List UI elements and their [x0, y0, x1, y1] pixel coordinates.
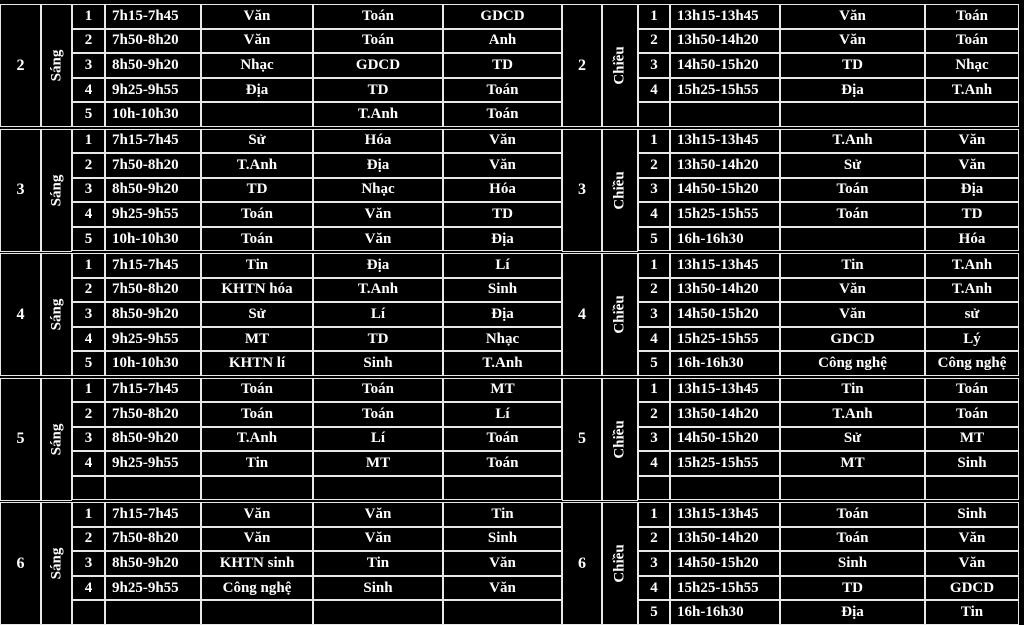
period-number: 2	[638, 527, 670, 552]
time-slot: 13h50-14h20	[670, 153, 780, 178]
subject-cell: TD	[313, 78, 443, 103]
time-slot: 7h50-8h20	[105, 278, 201, 303]
time-slot: 15h25-15h55	[670, 202, 780, 227]
period-number: 1	[72, 378, 105, 403]
subject-cell: Toán	[201, 227, 313, 252]
time-slot: 10h-10h30	[105, 227, 201, 252]
subject-cell: Toán	[780, 527, 925, 552]
period-number: 1	[638, 129, 670, 154]
period-number: 1	[638, 378, 670, 403]
time-slot: 9h25-9h55	[105, 451, 201, 476]
subject-cell: TD	[443, 202, 562, 227]
subject-cell: Hóa	[443, 178, 562, 203]
subject-cell: Lí	[313, 427, 443, 452]
subject-cell: Sử	[780, 427, 925, 452]
time-slot: 16h-16h30	[670, 600, 780, 625]
subject-cell: Tin	[201, 253, 313, 278]
subject-cell: MT	[780, 451, 925, 476]
subject-cell: Văn	[443, 153, 562, 178]
time-slot: 7h50-8h20	[105, 527, 201, 552]
day-number-afternoon: 2	[562, 4, 602, 127]
subject-cell: Tin	[443, 502, 562, 527]
subject-cell	[780, 102, 925, 127]
time-slot: 13h15-13h45	[670, 253, 780, 278]
period-number: 4	[72, 78, 105, 103]
day-number-afternoon: 5	[562, 378, 602, 501]
subject-cell: Sinh	[313, 351, 443, 376]
subject-cell: GDCD	[443, 4, 562, 29]
subject-cell	[443, 600, 562, 625]
time-slot: 8h50-9h20	[105, 427, 201, 452]
subject-cell: Văn	[313, 527, 443, 552]
period-number: 2	[638, 29, 670, 54]
subject-cell: Địa	[443, 227, 562, 252]
time-slot: 14h50-15h20	[670, 178, 780, 203]
time-slot: 7h15-7h45	[105, 253, 201, 278]
time-slot: 8h50-9h20	[105, 302, 201, 327]
subject-cell: Toán	[925, 4, 1019, 29]
period-number: 4	[638, 202, 670, 227]
time-slot: 15h25-15h55	[670, 327, 780, 352]
subject-cell: Toán	[313, 378, 443, 403]
period-number: 3	[638, 551, 670, 576]
period-number: 5	[638, 351, 670, 376]
session-morning-text: Sáng	[48, 423, 64, 455]
subject-cell: Hóa	[925, 227, 1019, 252]
period-number: 1	[72, 253, 105, 278]
session-morning-text: Sáng	[48, 547, 64, 580]
subject-cell: Văn	[313, 227, 443, 252]
time-slot: 13h50-14h20	[670, 278, 780, 303]
subject-cell	[925, 102, 1019, 127]
subject-cell: Toán	[201, 402, 313, 427]
time-slot: 7h15-7h45	[105, 378, 201, 403]
subject-cell: MT	[201, 327, 313, 352]
subject-cell: Toán	[443, 102, 562, 127]
time-slot: 9h25-9h55	[105, 202, 201, 227]
period-number	[72, 600, 105, 625]
session-morning	[41, 502, 72, 625]
subject-cell: Văn	[780, 29, 925, 54]
subject-cell: Địa	[780, 78, 925, 103]
subject-cell: Toán	[443, 427, 562, 452]
period-number: 1	[72, 502, 105, 527]
subject-cell: Toán	[313, 402, 443, 427]
period-number: 3	[72, 178, 105, 203]
time-slot: 14h50-15h20	[670, 53, 780, 78]
period-number: 4	[638, 576, 670, 601]
subject-cell: Văn	[201, 527, 313, 552]
subject-cell	[201, 600, 313, 625]
period-number: 5	[638, 600, 670, 625]
period-number: 3	[72, 551, 105, 576]
subject-cell: Sinh	[780, 551, 925, 576]
subject-cell: sử	[925, 302, 1019, 327]
subject-cell: T.Anh	[313, 278, 443, 303]
time-slot: 8h50-9h20	[105, 178, 201, 203]
period-number: 5	[72, 351, 105, 376]
period-number: 2	[72, 527, 105, 552]
session-morning-text: Sáng	[48, 298, 64, 331]
time-slot: 13h15-13h45	[670, 4, 780, 29]
subject-cell: Hóa	[313, 129, 443, 154]
period-number: 4	[72, 327, 105, 352]
subject-cell: Văn	[925, 153, 1019, 178]
session-morning	[41, 4, 72, 127]
subject-cell: Toán	[313, 29, 443, 54]
subject-cell: Toán	[780, 178, 925, 203]
time-slot: 9h25-9h55	[105, 78, 201, 103]
subject-cell: Toán	[925, 402, 1019, 427]
period-number: 3	[72, 53, 105, 78]
subject-cell: Văn	[313, 202, 443, 227]
time-slot: 13h15-13h45	[670, 129, 780, 154]
period-number: 1	[638, 502, 670, 527]
subject-cell: Toán	[443, 78, 562, 103]
period-number: 2	[72, 29, 105, 54]
subject-cell: Văn	[201, 29, 313, 54]
subject-cell: Lý	[925, 327, 1019, 352]
subject-cell	[925, 476, 1019, 501]
time-slot: 13h15-13h45	[670, 502, 780, 527]
subject-cell: Sinh	[443, 527, 562, 552]
period-number: 4	[72, 202, 105, 227]
subject-cell: KHTN sinh	[201, 551, 313, 576]
subject-cell: Địa	[201, 78, 313, 103]
subject-cell: KHTN hóa	[201, 278, 313, 303]
subject-cell: T.Anh	[201, 427, 313, 452]
day-number: 5	[0, 378, 41, 501]
subject-cell: Tin	[925, 600, 1019, 625]
period-number: 4	[638, 327, 670, 352]
subject-cell: GDCD	[925, 576, 1019, 601]
period-number: 5	[638, 227, 670, 252]
subject-cell	[780, 227, 925, 252]
session-afternoon-text: Chiều	[611, 46, 628, 85]
period-number: 3	[638, 302, 670, 327]
time-slot: 14h50-15h20	[670, 427, 780, 452]
subject-cell: Công nghệ	[925, 351, 1019, 376]
subject-cell: Văn	[201, 4, 313, 29]
subject-cell: Nhạc	[201, 53, 313, 78]
subject-cell: Văn	[780, 4, 925, 29]
session-morning	[41, 253, 72, 376]
time-slot	[670, 476, 780, 501]
subject-cell: T.Anh	[925, 253, 1019, 278]
subject-cell: Sử	[780, 153, 925, 178]
subject-cell: Anh	[443, 29, 562, 54]
time-slot: 16h-16h30	[670, 351, 780, 376]
subject-cell	[201, 102, 313, 127]
subject-cell	[201, 476, 313, 501]
subject-cell: T.Anh	[780, 129, 925, 154]
time-slot: 7h50-8h20	[105, 402, 201, 427]
day-number: 6	[0, 502, 41, 625]
subject-cell: Nhạc	[443, 327, 562, 352]
time-slot: 15h25-15h55	[670, 451, 780, 476]
session-afternoon	[602, 4, 638, 127]
subject-cell: Văn	[443, 129, 562, 154]
subject-cell: T.Anh	[443, 351, 562, 376]
subject-cell: Công nghệ	[780, 351, 925, 376]
subject-cell: Lí	[313, 302, 443, 327]
subject-cell: MT	[313, 451, 443, 476]
subject-cell: Toán	[925, 378, 1019, 403]
subject-cell: GDCD	[780, 327, 925, 352]
time-slot: 13h50-14h20	[670, 402, 780, 427]
subject-cell: Tin	[201, 451, 313, 476]
time-slot: 8h50-9h20	[105, 53, 201, 78]
time-slot: 7h15-7h45	[105, 129, 201, 154]
subject-cell: TD	[780, 53, 925, 78]
period-number: 1	[72, 4, 105, 29]
period-number: 5	[72, 227, 105, 252]
time-slot: 10h-10h30	[105, 351, 201, 376]
subject-cell: Lí	[443, 402, 562, 427]
time-slot: 13h50-14h20	[670, 527, 780, 552]
subject-cell: Toán	[313, 4, 443, 29]
time-slot: 7h15-7h45	[105, 4, 201, 29]
period-number: 3	[638, 53, 670, 78]
subject-cell: Văn	[925, 527, 1019, 552]
session-morning-text: Sáng	[48, 49, 64, 82]
session-afternoon	[602, 502, 638, 625]
subject-cell: Địa	[443, 302, 562, 327]
subject-cell: Sử	[201, 302, 313, 327]
subject-cell: Lí	[443, 253, 562, 278]
subject-cell	[780, 476, 925, 501]
time-slot	[670, 102, 780, 127]
subject-cell: Nhạc	[925, 53, 1019, 78]
subject-cell: Văn	[201, 502, 313, 527]
time-slot: 7h50-8h20	[105, 29, 201, 54]
period-number: 2	[638, 402, 670, 427]
time-slot: 15h25-15h55	[670, 576, 780, 601]
subject-cell: Tin	[780, 378, 925, 403]
time-slot: 16h-16h30	[670, 227, 780, 252]
subject-cell: Văn	[925, 551, 1019, 576]
subject-cell: Văn	[780, 278, 925, 303]
subject-cell: TD	[443, 53, 562, 78]
subject-cell: TD	[201, 178, 313, 203]
period-number: 1	[72, 129, 105, 154]
subject-cell: Địa	[780, 600, 925, 625]
subject-cell: TD	[780, 576, 925, 601]
subject-cell: Văn	[780, 302, 925, 327]
subject-cell: Toán	[201, 378, 313, 403]
time-slot: 9h25-9h55	[105, 576, 201, 601]
session-morning-text: Sáng	[48, 174, 64, 206]
time-slot: 9h25-9h55	[105, 327, 201, 352]
subject-cell: Sử	[201, 129, 313, 154]
subject-cell: T.Anh	[925, 278, 1019, 303]
subject-cell: KHTN lí	[201, 351, 313, 376]
subject-cell: T.Anh	[201, 153, 313, 178]
session-afternoon	[602, 378, 638, 501]
time-slot: 10h-10h30	[105, 102, 201, 127]
subject-cell: Toán	[780, 502, 925, 527]
session-afternoon	[602, 129, 638, 252]
time-slot: 8h50-9h20	[105, 551, 201, 576]
period-number: 1	[638, 4, 670, 29]
period-number: 2	[72, 278, 105, 303]
period-number: 4	[72, 451, 105, 476]
period-number: 4	[72, 576, 105, 601]
period-number: 5	[72, 102, 105, 127]
day-number-afternoon: 3	[562, 129, 602, 252]
day-number: 2	[0, 4, 41, 127]
subject-cell: MT	[925, 427, 1019, 452]
period-number: 3	[638, 178, 670, 203]
period-number: 4	[638, 78, 670, 103]
session-afternoon-text: Chiều	[611, 295, 628, 334]
time-slot: 14h50-15h20	[670, 551, 780, 576]
period-number: 3	[72, 427, 105, 452]
time-slot	[105, 476, 201, 501]
subject-cell: Văn	[443, 551, 562, 576]
subject-cell: T.Anh	[925, 78, 1019, 103]
period-number: 3	[638, 427, 670, 452]
subject-cell: Tin	[780, 253, 925, 278]
subject-cell: Địa	[313, 253, 443, 278]
subject-cell: Văn	[925, 129, 1019, 154]
subject-cell	[443, 476, 562, 501]
session-morning	[41, 378, 72, 501]
time-slot	[105, 600, 201, 625]
day-number: 4	[0, 253, 41, 376]
session-afternoon-text: Chiều	[611, 544, 628, 583]
day-number-afternoon: 6	[562, 502, 602, 625]
day-number-afternoon: 4	[562, 253, 602, 376]
subject-cell: Nhạc	[313, 178, 443, 203]
time-slot: 7h50-8h20	[105, 153, 201, 178]
period-number: 2	[72, 153, 105, 178]
subject-cell: Sinh	[925, 502, 1019, 527]
time-slot: 7h15-7h45	[105, 502, 201, 527]
time-slot: 14h50-15h20	[670, 302, 780, 327]
subject-cell: Toán	[201, 202, 313, 227]
period-number	[72, 476, 105, 501]
session-afternoon-text: Chiều	[611, 170, 628, 210]
subject-cell: Văn	[443, 576, 562, 601]
period-number: 4	[638, 451, 670, 476]
subject-cell	[313, 476, 443, 501]
subject-cell: TD	[925, 202, 1019, 227]
subject-cell: MT	[443, 378, 562, 403]
session-afternoon-text: Chiều	[611, 419, 628, 459]
subject-cell: Văn	[313, 502, 443, 527]
time-slot: 15h25-15h55	[670, 78, 780, 103]
subject-cell: Sinh	[925, 451, 1019, 476]
subject-cell: Toán	[780, 202, 925, 227]
period-number	[638, 476, 670, 501]
subject-cell: T.Anh	[313, 102, 443, 127]
subject-cell: Sinh	[313, 576, 443, 601]
period-number: 2	[638, 153, 670, 178]
subject-cell: GDCD	[313, 53, 443, 78]
period-number: 2	[72, 402, 105, 427]
subject-cell: Địa	[925, 178, 1019, 203]
period-number	[638, 102, 670, 127]
time-slot: 13h15-13h45	[670, 378, 780, 403]
period-number: 2	[638, 278, 670, 303]
subject-cell: Tin	[313, 551, 443, 576]
subject-cell: T.Anh	[780, 402, 925, 427]
subject-cell	[313, 600, 443, 625]
session-morning	[41, 129, 72, 252]
subject-cell: Công nghệ	[201, 576, 313, 601]
subject-cell: Toán	[925, 29, 1019, 54]
subject-cell: TD	[313, 327, 443, 352]
day-number: 3	[0, 129, 41, 252]
subject-cell: Địa	[313, 153, 443, 178]
subject-cell: Toán	[443, 451, 562, 476]
session-afternoon	[602, 253, 638, 376]
period-number: 1	[638, 253, 670, 278]
period-number: 3	[72, 302, 105, 327]
time-slot: 13h50-14h20	[670, 29, 780, 54]
subject-cell: Sinh	[443, 278, 562, 303]
